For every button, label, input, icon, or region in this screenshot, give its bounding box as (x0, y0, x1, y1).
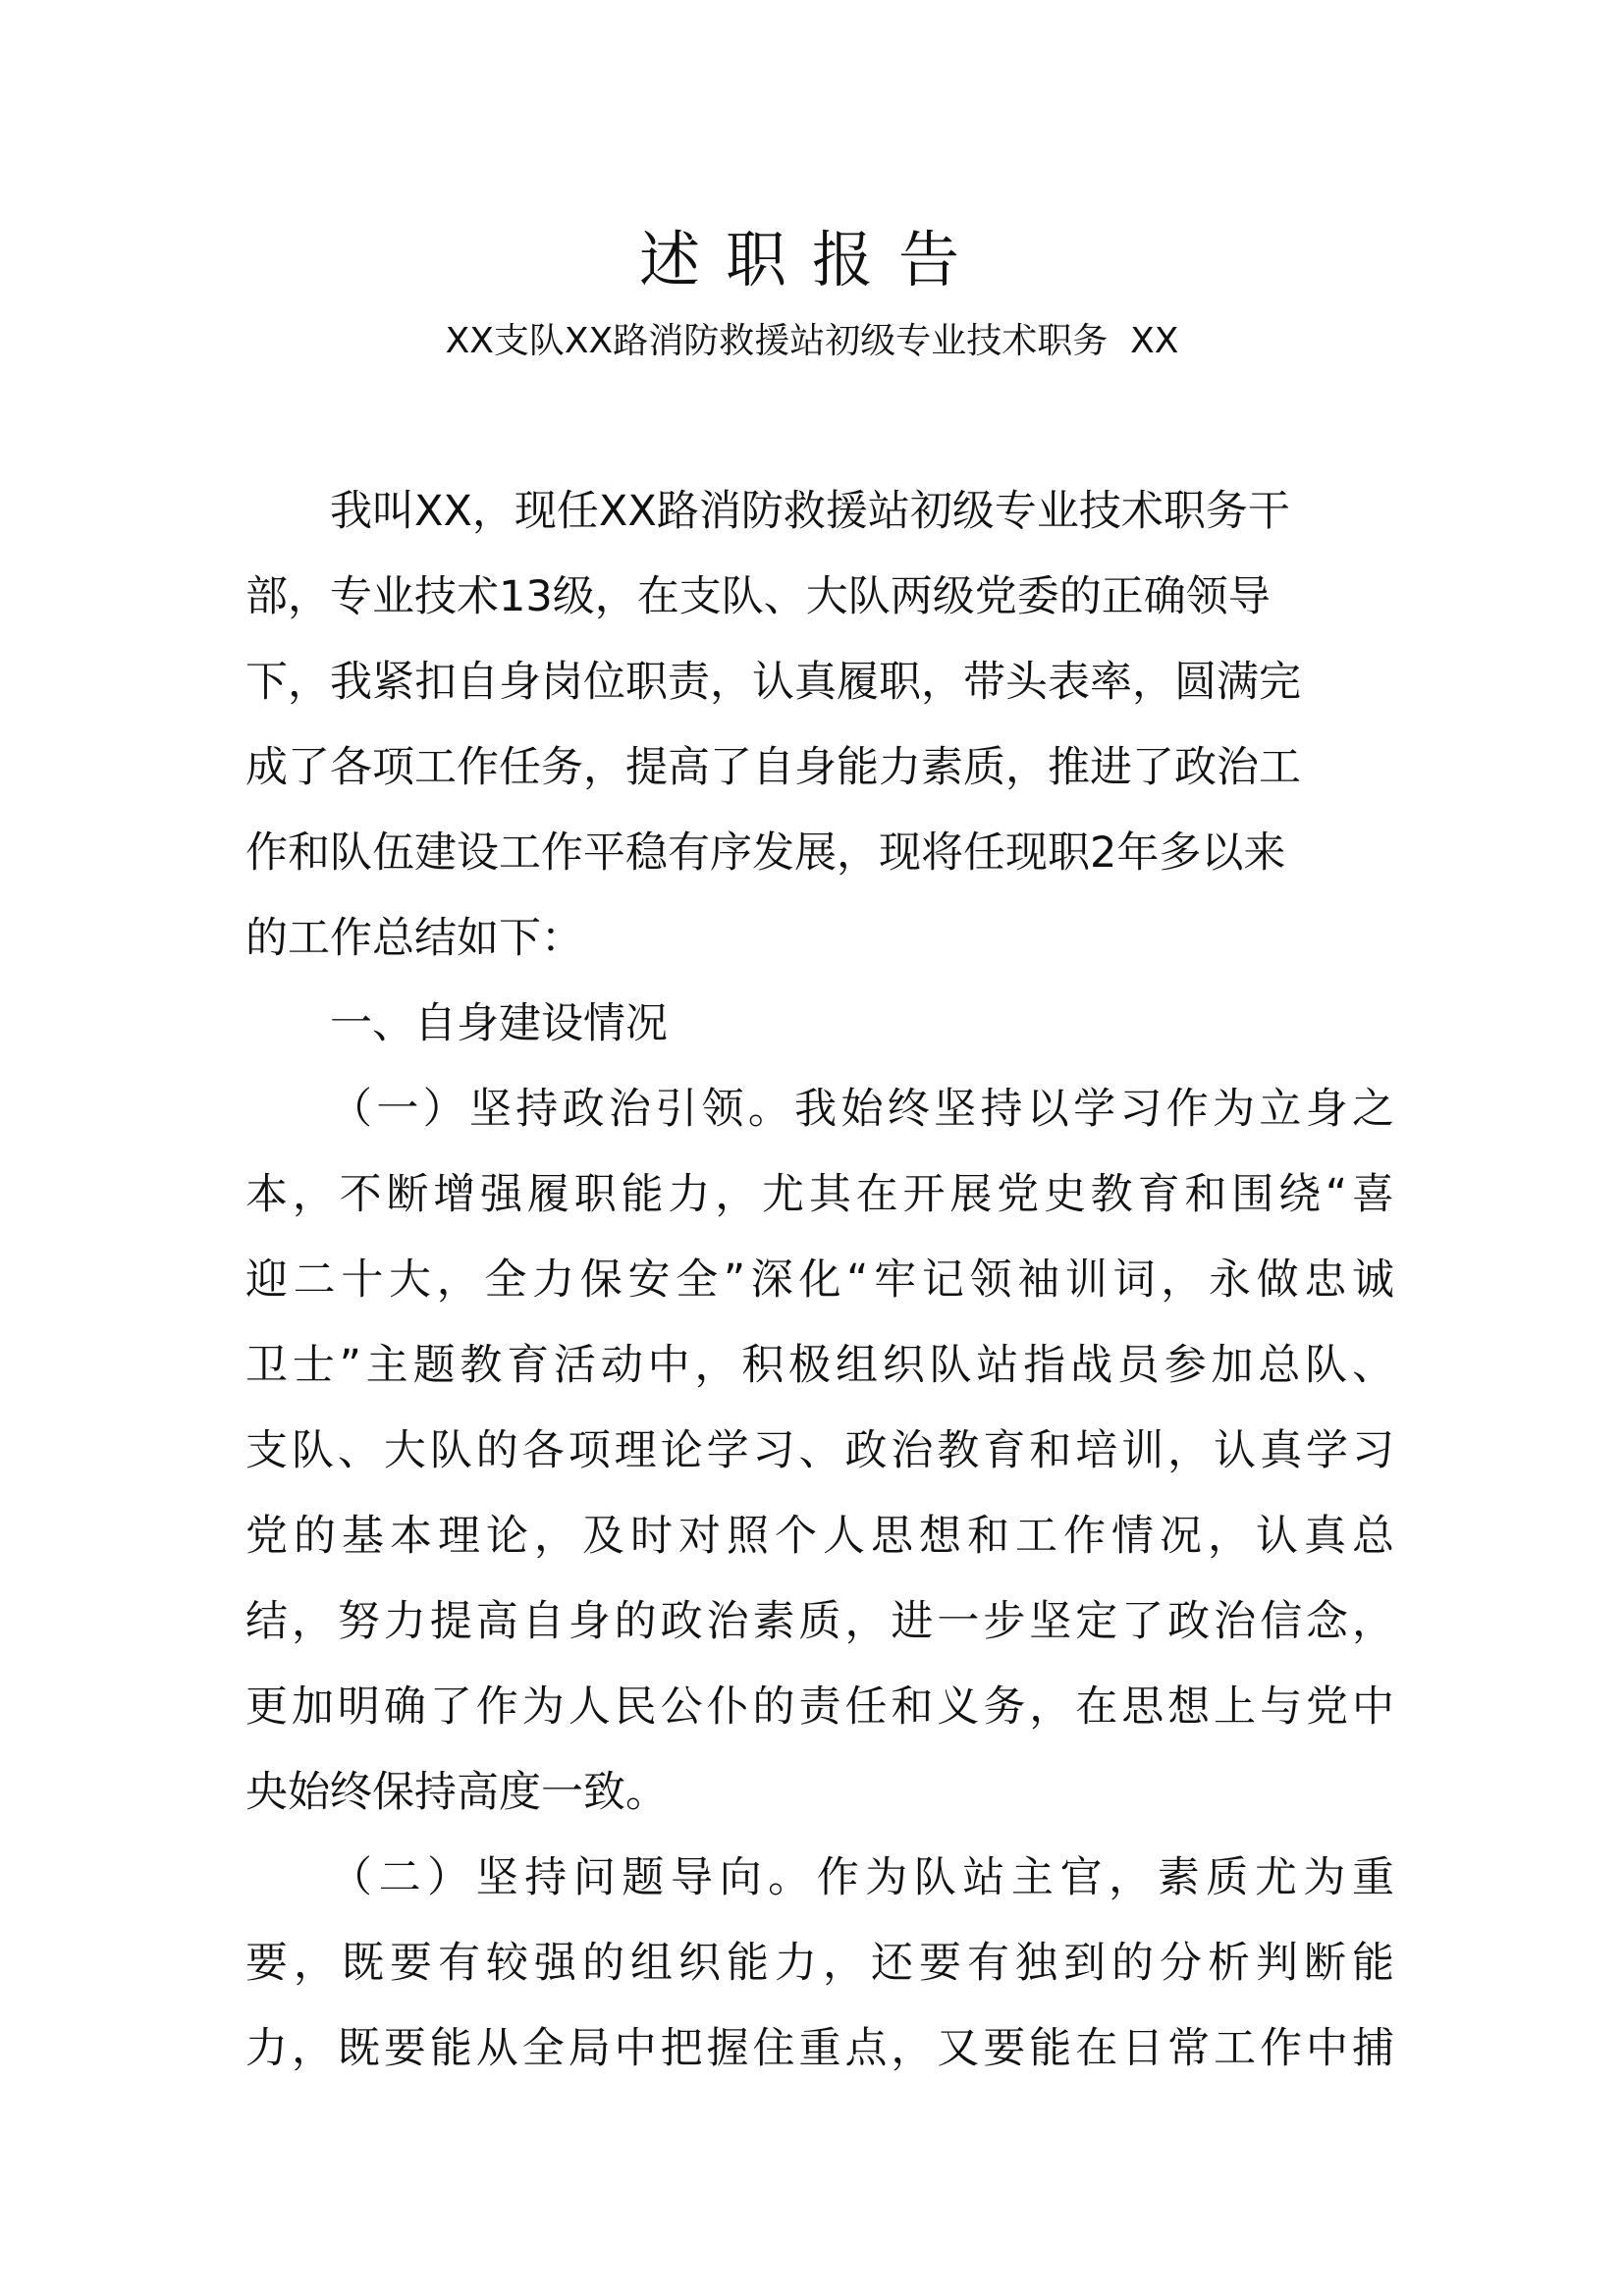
text-line: 力，既要能从全局中把握住重点，又要能在日常工作中捕 (245, 2024, 1394, 2073)
text-line: 部，专业技术13级，在支队、大队两级党委的正确领导 (245, 572, 1271, 621)
text-line: （二）坚持问题导向。作为队站主官，素质尤为重 (330, 1853, 1394, 1902)
report-title: 述职报告 (638, 224, 985, 295)
text-line: 支队、大队的各项理论学习、政治教育和培训，认真学习 (245, 1426, 1394, 1475)
text-line: （一）坚持政治引领。我始终坚持以学习作为立身之 (330, 1085, 1394, 1134)
text-line: 我叫XX，现任XX路消防救援站初级专业技术职务干 (330, 487, 1290, 536)
text-line: 一、自身建设情况 (330, 999, 668, 1048)
text-line: 的工作总结如下： (245, 914, 583, 963)
report-subtitle: XX支队XX路消防救援站初级专业技术职务 XX (445, 321, 1179, 361)
text-line: 党的基本理论，及时对照个人思想和工作情况，认真总 (245, 1512, 1394, 1561)
text-line: 要，既要有较强的组织能力，还要有独到的分析判断能 (245, 1939, 1394, 1988)
text-line: 作和队伍建设工作平稳有序发展，现将任现职2年多以来 (245, 828, 1286, 878)
text-line: 结，努力提高自身的政治素质，进一步坚定了政治信念， (245, 1597, 1394, 1646)
text-line: 卫士”主题教育活动中，积极组织队站指战员参加总队、 (245, 1341, 1394, 1390)
text-line: 迎二十大，全力保安全”深化“牢记领袖训词，永做忠诚 (245, 1255, 1394, 1305)
text-line: 下，我紧扣自身岗位职责，认真履职，带头表率，圆满完 (245, 658, 1301, 707)
text-line: 本，不断增强履职能力，尤其在开展党史教育和围绕“喜 (245, 1170, 1394, 1219)
text-line: 成了各项工作任务，提高了自身能力素质，推进了政治工 (245, 743, 1301, 792)
text-line: 更加明确了作为人民公仆的责任和义务，在思想上与党中 (245, 1682, 1394, 1732)
text-line: 央始终保持高度一致。 (245, 1768, 668, 1817)
